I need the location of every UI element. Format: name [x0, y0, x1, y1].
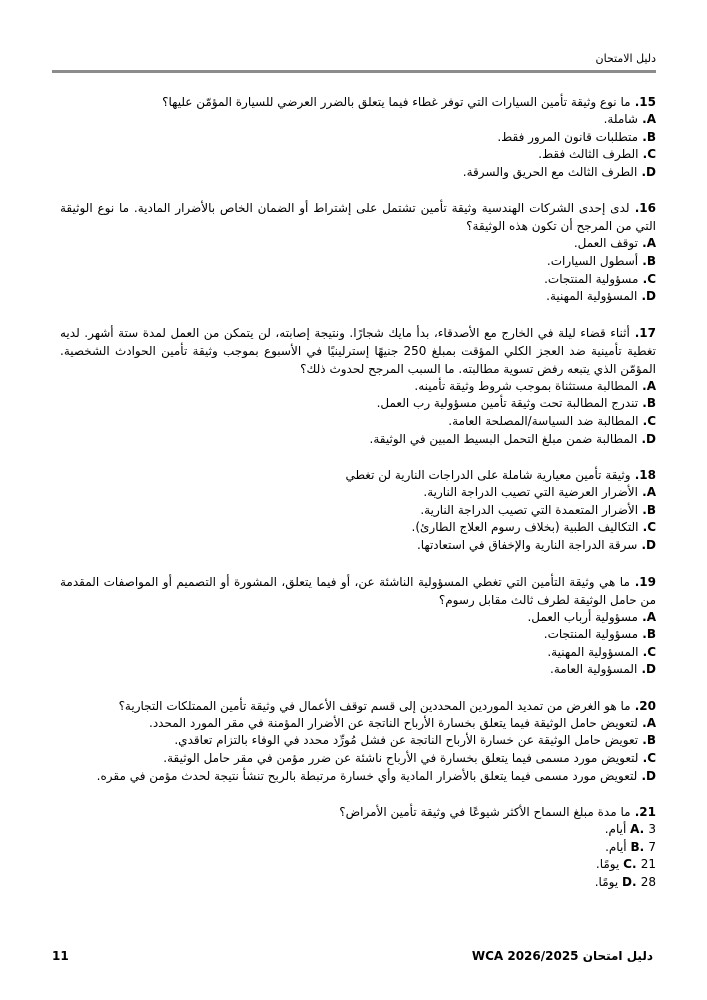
option-text: تعويض حامل الوثيقة عن خسارة الأرباح الناتجة عن فشل مُورِّد محدد في الوفاء بالتزام تعاقدي.: [174, 733, 639, 748]
answer-option: [60, 164, 656, 182]
answer-option: [60, 732, 656, 750]
option-letter: C: [623, 857, 632, 872]
option-text: تندرج المطالبة تحت وثيقة تأمين مسؤولية رب العمل.: [376, 396, 639, 411]
answer-option: [60, 378, 656, 396]
answer-option: [60, 271, 656, 289]
option-letter: D: [622, 875, 632, 890]
answer-option: [60, 253, 656, 271]
answer-option: [60, 395, 656, 413]
answer-option: [60, 519, 656, 537]
option-letter-dot: .: [638, 751, 648, 766]
option-letter: C: [647, 751, 656, 766]
option-letter: C: [647, 413, 656, 428]
option-text: 21 يومًا.: [595, 857, 656, 872]
option-letter-dot: .: [637, 662, 647, 677]
option-list: [60, 821, 656, 891]
option-letter: D: [646, 768, 656, 783]
question-stem: [60, 803, 656, 821]
option-letter: C: [647, 271, 656, 286]
option-text: لتعويض مورد مسمى فيما يتعلق بخسارة في الأرباح ناشئة عن ضرر مؤمن في مقر حامل الوثيقة.: [163, 751, 639, 766]
option-text: المطالبة ضمن مبلغ التحمل البسيط المبين في الوثيقة.: [369, 431, 638, 446]
option-text: المسؤولية العامة.: [550, 662, 638, 677]
answer-option: [60, 839, 656, 857]
question-block: [60, 697, 656, 785]
option-letter-dot: .: [637, 609, 647, 624]
option-letter: A: [646, 609, 656, 624]
question-stem: [60, 93, 656, 111]
question-number: 17: [639, 325, 656, 340]
question-number: 20: [639, 698, 656, 713]
option-letter: D: [646, 662, 656, 677]
option-text: الأضرار المتعمدة التي تصيب الدراجة النارية.: [420, 502, 639, 517]
option-text: مسؤولية أرباب العمل.: [527, 609, 638, 624]
option-letter: C: [647, 644, 656, 659]
answer-option: [60, 750, 656, 768]
option-letter-dot: .: [637, 485, 647, 500]
answer-option: [60, 856, 656, 874]
option-letter-dot: .: [638, 271, 648, 286]
option-text: المسؤولية المهنية.: [547, 644, 639, 659]
question-number: 19: [639, 574, 656, 589]
option-text: شاملة.: [603, 112, 638, 126]
question-stem: [60, 573, 656, 609]
option-letter-dot: .: [638, 520, 648, 535]
answer-option: [60, 821, 656, 839]
option-text: الطرف الثالث مع الحريق والسرقة.: [462, 164, 638, 179]
header-divider: [52, 70, 656, 73]
option-letter: C: [647, 520, 656, 535]
question-text: ما مدة مبلغ السماح الأكثر شيوعًا في وثيقة تأمين الأمراض؟: [339, 805, 631, 820]
option-text: مسؤولية المنتجات.: [543, 627, 639, 642]
option-letter: B: [646, 502, 656, 517]
question-stem: [60, 466, 656, 484]
option-letter-dot: .: [638, 644, 648, 659]
option-letter: B: [630, 839, 640, 854]
option-letter: D: [646, 289, 656, 304]
option-letter-dot: .: [637, 431, 647, 446]
option-letter-dot: .: [637, 289, 647, 304]
option-letter-dot: .: [637, 378, 647, 393]
option-letter-dot: .: [637, 164, 647, 179]
option-text: المطالبة مستثناة بموجب شروط وثيقة تأمينه.: [414, 378, 638, 393]
answer-option: [60, 609, 656, 627]
footer-title: دليل امتحان WCA 2026/2025: [471, 949, 653, 963]
answer-option: [60, 111, 656, 129]
option-text: 7 أيام.: [605, 839, 656, 854]
option-letter: A: [646, 378, 656, 393]
option-letter: B: [646, 253, 656, 268]
option-letter-dot: .: [639, 822, 649, 837]
question-number-dot: .: [630, 698, 640, 713]
question-number: 18: [639, 468, 656, 483]
question-list: [60, 93, 656, 910]
option-text: لتعويض حامل الوثيقة فيما يتعلق بخسارة الأرباح الناتجة عن الأضرار المؤمنة في مقر المورد المحدد.: [149, 715, 638, 730]
option-letter-dot: .: [638, 396, 647, 411]
header-title: دليل الامتحان: [595, 52, 656, 65]
option-letter-dot: .: [638, 502, 647, 517]
option-letter-dot: .: [638, 147, 648, 162]
option-text: مسؤولية المنتجات.: [544, 271, 639, 286]
option-text: متطلبات قانون المرور فقط.: [497, 129, 639, 144]
option-list: [60, 715, 656, 785]
answer-option: [60, 644, 656, 662]
question-stem: [60, 199, 656, 235]
page-number: 11: [52, 949, 69, 963]
option-letter-dot: .: [638, 733, 647, 748]
question-number-dot: .: [629, 201, 640, 216]
option-text: الطرف الثالث فقط.: [538, 147, 639, 162]
option-letter-dot: .: [638, 129, 647, 144]
answer-option: [60, 768, 656, 786]
option-letter-dot: .: [638, 413, 648, 428]
question-block: [60, 199, 656, 305]
question-block: [60, 573, 656, 679]
question-text: وثيقة تأمين معيارية شاملة على الدراجات النارية لن تغطي: [345, 468, 631, 483]
option-letter: B: [646, 396, 656, 411]
question-block: [60, 324, 656, 448]
option-text: سرقة الدراجة النارية والإخفاق في استعادتها.: [416, 537, 638, 552]
answer-option: [60, 537, 656, 555]
option-text: المسؤولية المهنية.: [546, 289, 638, 304]
answer-option: [60, 431, 656, 449]
option-letter: A: [646, 485, 656, 500]
option-letter-dot: .: [639, 839, 649, 854]
question-text: ما نوع وثيقة تأمين السيارات التي توفر غطاء فيما يتعلق بالضرر العرضي للسيارة المؤمّن عليها؟: [162, 95, 631, 109]
option-letter-dot: .: [637, 537, 647, 552]
option-letter: B: [646, 129, 656, 144]
option-text: المطالبة ضد السياسة/المصلحة العامة.: [448, 413, 639, 428]
answer-option: [60, 626, 656, 644]
question-text: أثناء قضاء ليلة في الخارج مع الأصدقاء، بدأ مايك شجارًا. ونتيجة إصابته، لن يتمكن من العمل لمدة ستة أشهر. لديه تغطية تأمينية ضد العجز الكلي المؤقت بمبلغ 250 جنيهًا إسترلينيًا في الأسبوع بموجب وثيقة تأمين الحوادث الشخصية. المؤمّن الذي يتبعه رفض تسوية مطالبته. ما السبب المرجح لحدوث ذلك؟: [60, 325, 656, 376]
option-text: 3 أيام.: [604, 822, 656, 837]
option-letter: A: [630, 822, 640, 837]
question-block: [60, 93, 656, 181]
question-number-dot: .: [630, 805, 640, 820]
answer-option: [60, 235, 656, 253]
option-text: 28 يومًا.: [594, 875, 656, 890]
question-number-dot: .: [630, 468, 640, 483]
question-number: 15: [639, 95, 656, 109]
answer-option: [60, 874, 656, 892]
question-number: 16: [639, 201, 656, 216]
question-text: لدى إحدى الشركات الهندسية وثيقة تأمين تشتمل على إشتراط أو الضمان الخاص بالأضرار المادية. ما نوع الوثيقة التي من المرجح أن تكون هذه الوثيقة؟: [60, 201, 656, 234]
option-letter-dot: .: [637, 715, 647, 730]
option-text: توقف العمل.: [573, 236, 638, 251]
option-letter: A: [646, 236, 656, 251]
question-number-dot: .: [629, 574, 640, 589]
option-text: لتعويض مورد مسمى فيما يتعلق بالأضرار المادية وأي خسارة مرتبطة بالربح تنشأ نتيجة لحدث مؤمن في مقره.: [96, 768, 638, 783]
option-list: [60, 235, 656, 305]
option-letter-dot: .: [637, 112, 647, 126]
answer-option: [60, 502, 656, 520]
question-number-dot: .: [630, 95, 640, 109]
question-number-dot: .: [629, 325, 640, 340]
option-text: التكاليف الطبية (بخلاف رسوم العلاج الطارئ).: [411, 520, 639, 535]
answer-option: [60, 146, 656, 164]
option-letter-dot: .: [631, 875, 641, 890]
option-letter: D: [646, 431, 656, 446]
option-letter: D: [646, 164, 656, 179]
option-text: أسطول السيارات.: [546, 253, 639, 268]
option-letter-dot: .: [637, 768, 647, 783]
question-block: [60, 803, 656, 891]
question-text: ما هو الغرض من تمديد الموردين المحددين إلى قسم توقف الأعمال في وثيقة تأمين الممتلكات التجارية؟: [118, 698, 631, 713]
option-letter-dot: .: [638, 253, 647, 268]
option-letter: A: [646, 715, 656, 730]
answer-option: [60, 661, 656, 679]
question-number: 21: [639, 805, 656, 820]
option-letter-dot: .: [631, 857, 641, 872]
option-list: [60, 378, 656, 448]
option-list: [60, 609, 656, 679]
answer-option: [60, 484, 656, 502]
option-text: الأضرار العرضية التي تصيب الدراجة النارية.: [423, 485, 638, 500]
option-letter-dot: .: [637, 236, 647, 251]
option-letter: C: [647, 147, 656, 162]
option-letter-dot: .: [638, 627, 647, 642]
answer-option: [60, 288, 656, 306]
question-block: [60, 466, 656, 554]
option-letter: B: [646, 627, 656, 642]
question-stem: [60, 324, 656, 378]
option-list: [60, 484, 656, 554]
option-letter: B: [646, 733, 656, 748]
page-header: [0, 52, 656, 65]
option-letter: D: [646, 537, 656, 552]
question-stem: [60, 697, 656, 715]
question-text: ما هي وثيقة التأمين التي تغطي المسؤولية الناشئة عن، أو فيما يتعلق، المشورة أو التصميم أو المواصفات المقدمة من حامل الوثيقة لطرف ثالث مقابل رسوم؟: [60, 574, 656, 607]
answer-option: [60, 129, 656, 147]
answer-option: [60, 413, 656, 431]
answer-option: [60, 715, 656, 733]
option-list: [60, 111, 656, 181]
option-letter: A: [646, 112, 656, 126]
